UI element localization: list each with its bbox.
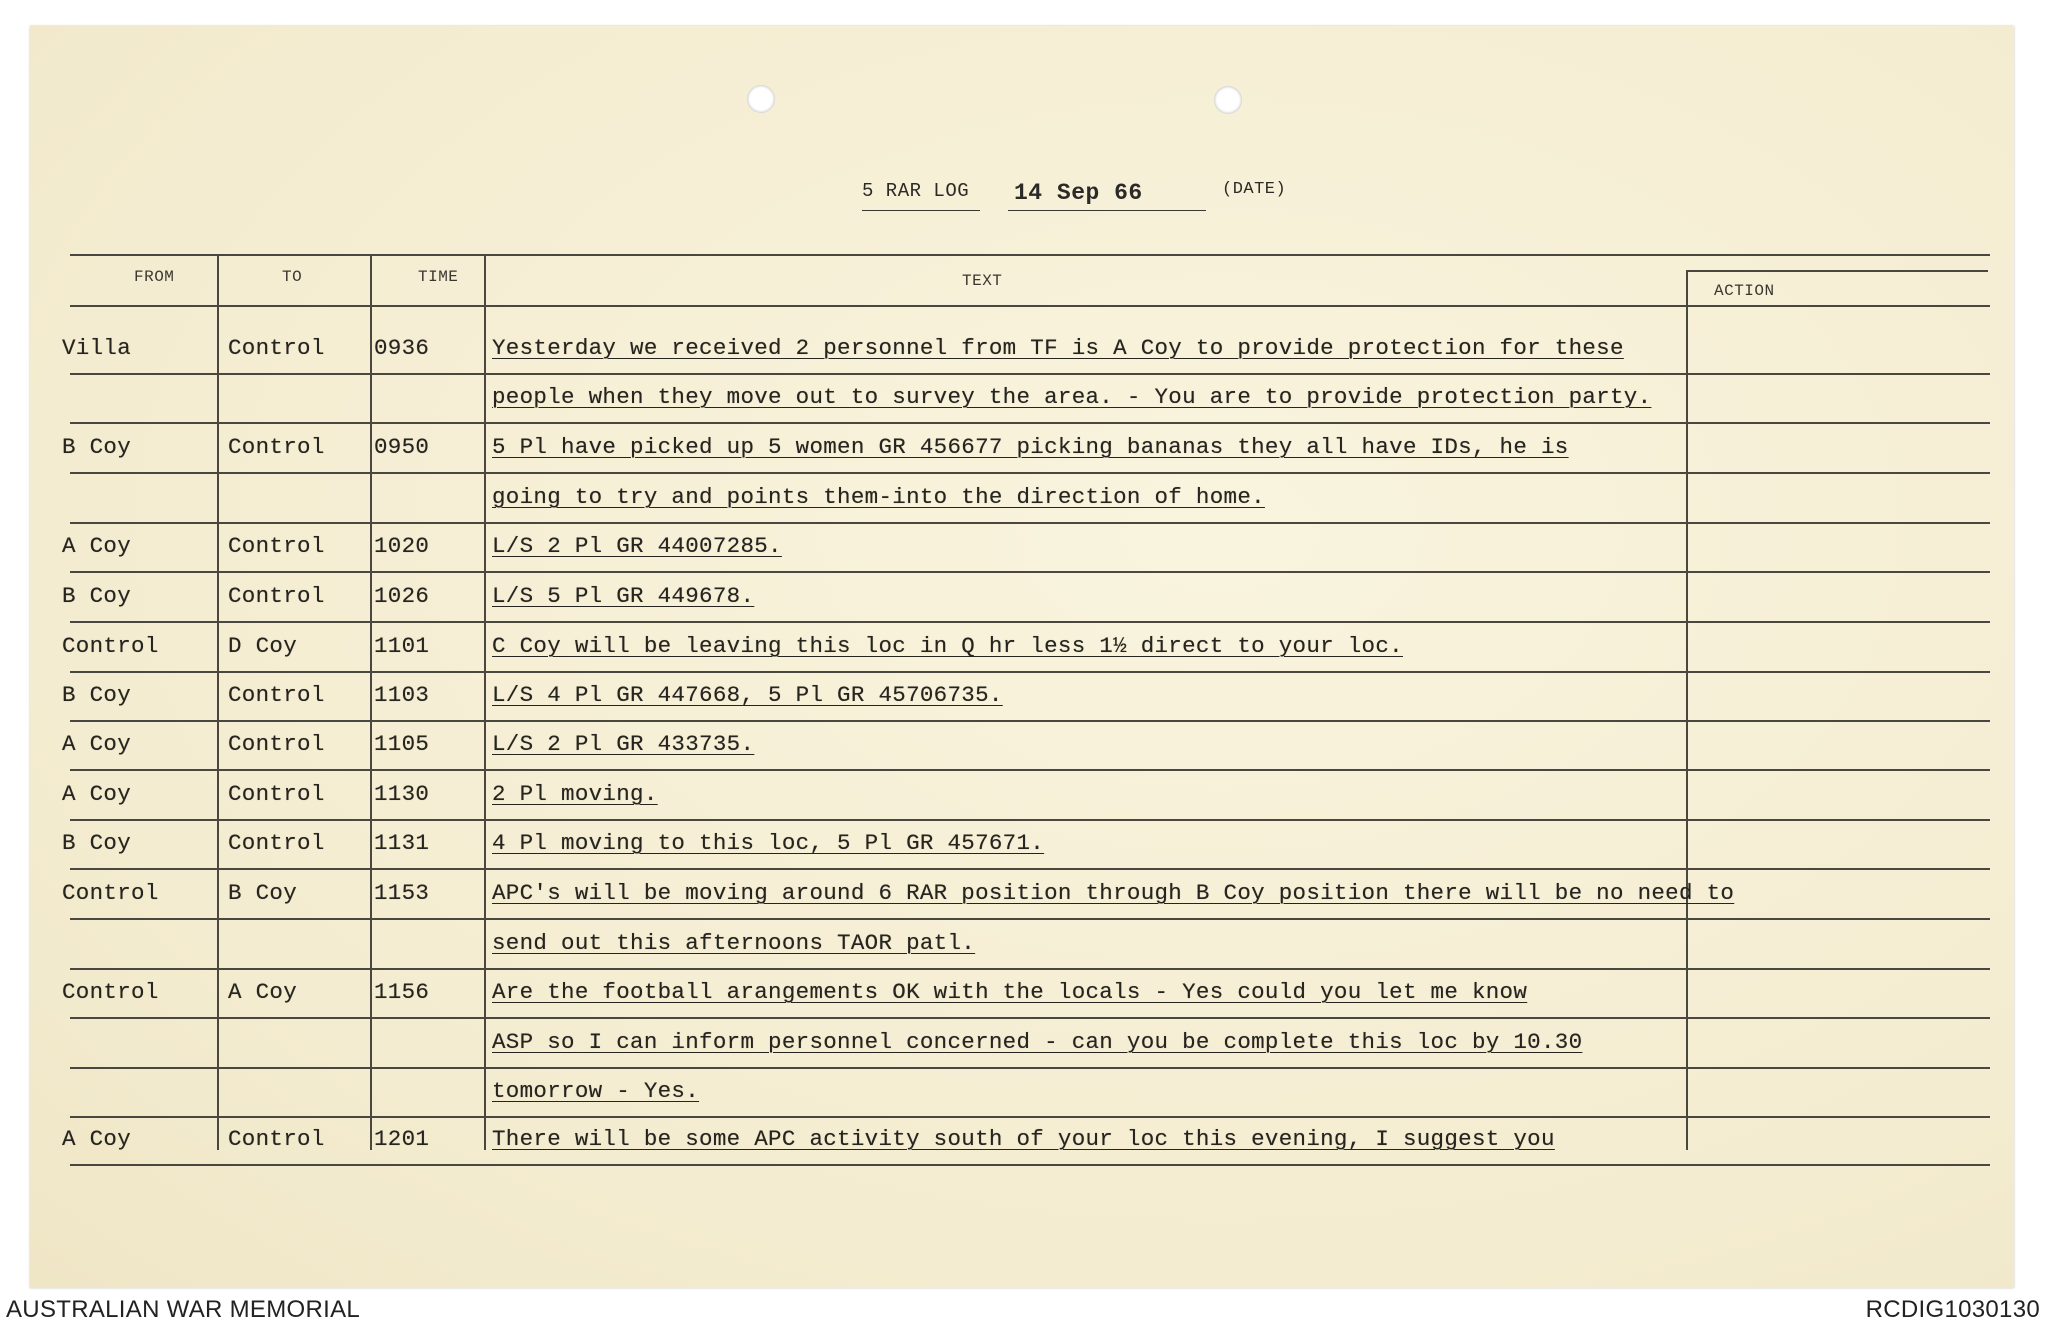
log-date: 14 Sep 66 xyxy=(1014,180,1143,206)
cell-to: Control xyxy=(228,335,325,361)
cell-time: 1131 xyxy=(374,830,430,856)
date-label: (DATE) xyxy=(1222,180,1287,199)
cell-to: A Coy xyxy=(228,979,298,1005)
cell-to: D Coy xyxy=(228,633,298,659)
row-separator xyxy=(70,373,1990,375)
cell-time: 1130 xyxy=(374,781,430,807)
cell-to: Control xyxy=(228,583,325,609)
column-header-time: TIME xyxy=(418,268,459,286)
cell-to: Control xyxy=(228,434,325,460)
cell-time: 1105 xyxy=(374,731,430,757)
punch-hole-right xyxy=(1214,86,1242,114)
cell-from: A Coy xyxy=(62,731,132,757)
cell-time: 1101 xyxy=(374,633,430,659)
cell-to: Control xyxy=(228,682,325,708)
cell-from: B Coy xyxy=(62,583,132,609)
row-separator xyxy=(70,472,1990,474)
date-underline xyxy=(1008,210,1206,211)
cell-to: Control xyxy=(228,830,325,856)
row-separator xyxy=(70,422,1990,424)
table-top-line xyxy=(70,254,1990,256)
row-separator xyxy=(70,819,1990,821)
column-header-action: ACTION xyxy=(1714,282,1775,300)
column-header-from: FROM xyxy=(134,268,175,286)
cell-from: B Coy xyxy=(62,830,132,856)
col-divider-to xyxy=(370,254,372,1150)
cell-from: A Coy xyxy=(62,781,132,807)
footer-right: RCDIG1030130 xyxy=(1865,1296,2040,1323)
log-title xyxy=(862,180,1462,214)
cell-text: Are the football arangements OK with the locals - Yes could you let me know xyxy=(492,979,1528,1005)
cell-to: B Coy xyxy=(228,880,298,906)
cell-time: 1020 xyxy=(374,533,430,559)
row-separator xyxy=(70,1017,1990,1019)
cell-text: 4 Pl moving to this loc, 5 Pl GR 457671. xyxy=(492,830,1045,856)
cell-text: 5 Pl have picked up 5 women GR 456677 picking bananas they all have IDs, he is xyxy=(492,434,1569,460)
cell-from: B Coy xyxy=(62,434,132,460)
cell-text: L/S 5 Pl GR 449678. xyxy=(492,583,755,609)
row-separator xyxy=(70,1164,1990,1166)
cell-text: going to try and points them-into the direction of home. xyxy=(492,484,1265,510)
row-separator xyxy=(70,571,1990,573)
row-separator xyxy=(70,1067,1990,1069)
punch-hole-left xyxy=(747,85,775,113)
cell-text: L/S 2 Pl GR 433735. xyxy=(492,731,755,757)
cell-from: Control xyxy=(62,633,159,659)
col-divider-from xyxy=(217,254,219,1150)
cell-text: people when they move out to survey the area. - You are to provide protection party. xyxy=(492,384,1652,410)
cell-time: 1156 xyxy=(374,979,430,1005)
cell-from: A Coy xyxy=(62,1126,132,1152)
cell-text: 2 Pl moving. xyxy=(492,781,658,807)
cell-to: Control xyxy=(228,781,325,807)
cell-text: ASP so I can inform personnel concerned - can you be complete this loc by 10.30 xyxy=(492,1029,1583,1055)
cell-to: Control xyxy=(228,1126,325,1152)
cell-from: Villa xyxy=(62,335,132,361)
row-separator xyxy=(70,522,1990,524)
action-header-line xyxy=(1686,270,1988,272)
cell-time: 0936 xyxy=(374,335,430,361)
cell-from: Control xyxy=(62,880,159,906)
cell-to: Control xyxy=(228,731,325,757)
col-divider-time xyxy=(484,254,486,1150)
row-separator xyxy=(70,720,1990,722)
cell-time: 1153 xyxy=(374,880,430,906)
row-separator xyxy=(70,918,1990,920)
cell-text: tomorrow - Yes. xyxy=(492,1078,700,1104)
row-separator xyxy=(70,769,1990,771)
cell-text: L/S 2 Pl GR 44007285. xyxy=(492,533,782,559)
row-separator xyxy=(70,868,1990,870)
cell-from: Control xyxy=(62,979,159,1005)
cell-text: L/S 4 Pl GR 447668, 5 Pl GR 45706735. xyxy=(492,682,1003,708)
header-bottom-line xyxy=(70,305,1990,307)
row-separator xyxy=(70,1116,1990,1118)
cell-from: B Coy xyxy=(62,682,132,708)
cell-time: 1103 xyxy=(374,682,430,708)
cell-text: send out this afternoons TAOR patl. xyxy=(492,930,976,956)
title-underline xyxy=(862,210,980,211)
row-separator xyxy=(70,968,1990,970)
cell-text: APC's will be moving around 6 RAR position through B Coy position there will be no need to xyxy=(492,880,1735,906)
cell-to: Control xyxy=(228,533,325,559)
cell-time: 1026 xyxy=(374,583,430,609)
row-separator xyxy=(70,621,1990,623)
cell-from: A Coy xyxy=(62,533,132,559)
cell-time: 1201 xyxy=(374,1126,430,1152)
cell-text: There will be some APC activity south of your loc this evening, I suggest you xyxy=(492,1126,1555,1152)
cell-text: C Coy will be leaving this loc in Q hr less 1½ direct to your loc. xyxy=(492,633,1403,659)
cell-time: 0950 xyxy=(374,434,430,460)
column-header-to: TO xyxy=(282,268,303,286)
log-name: 5 RAR LOG xyxy=(862,180,970,202)
row-separator xyxy=(70,671,1990,673)
footer-left: AUSTRALIAN WAR MEMORIAL xyxy=(6,1296,361,1323)
cell-text: Yesterday we received 2 personnel from TF is A Coy to provide protection for these xyxy=(492,335,1624,361)
column-header-text: TEXT xyxy=(962,272,1003,290)
